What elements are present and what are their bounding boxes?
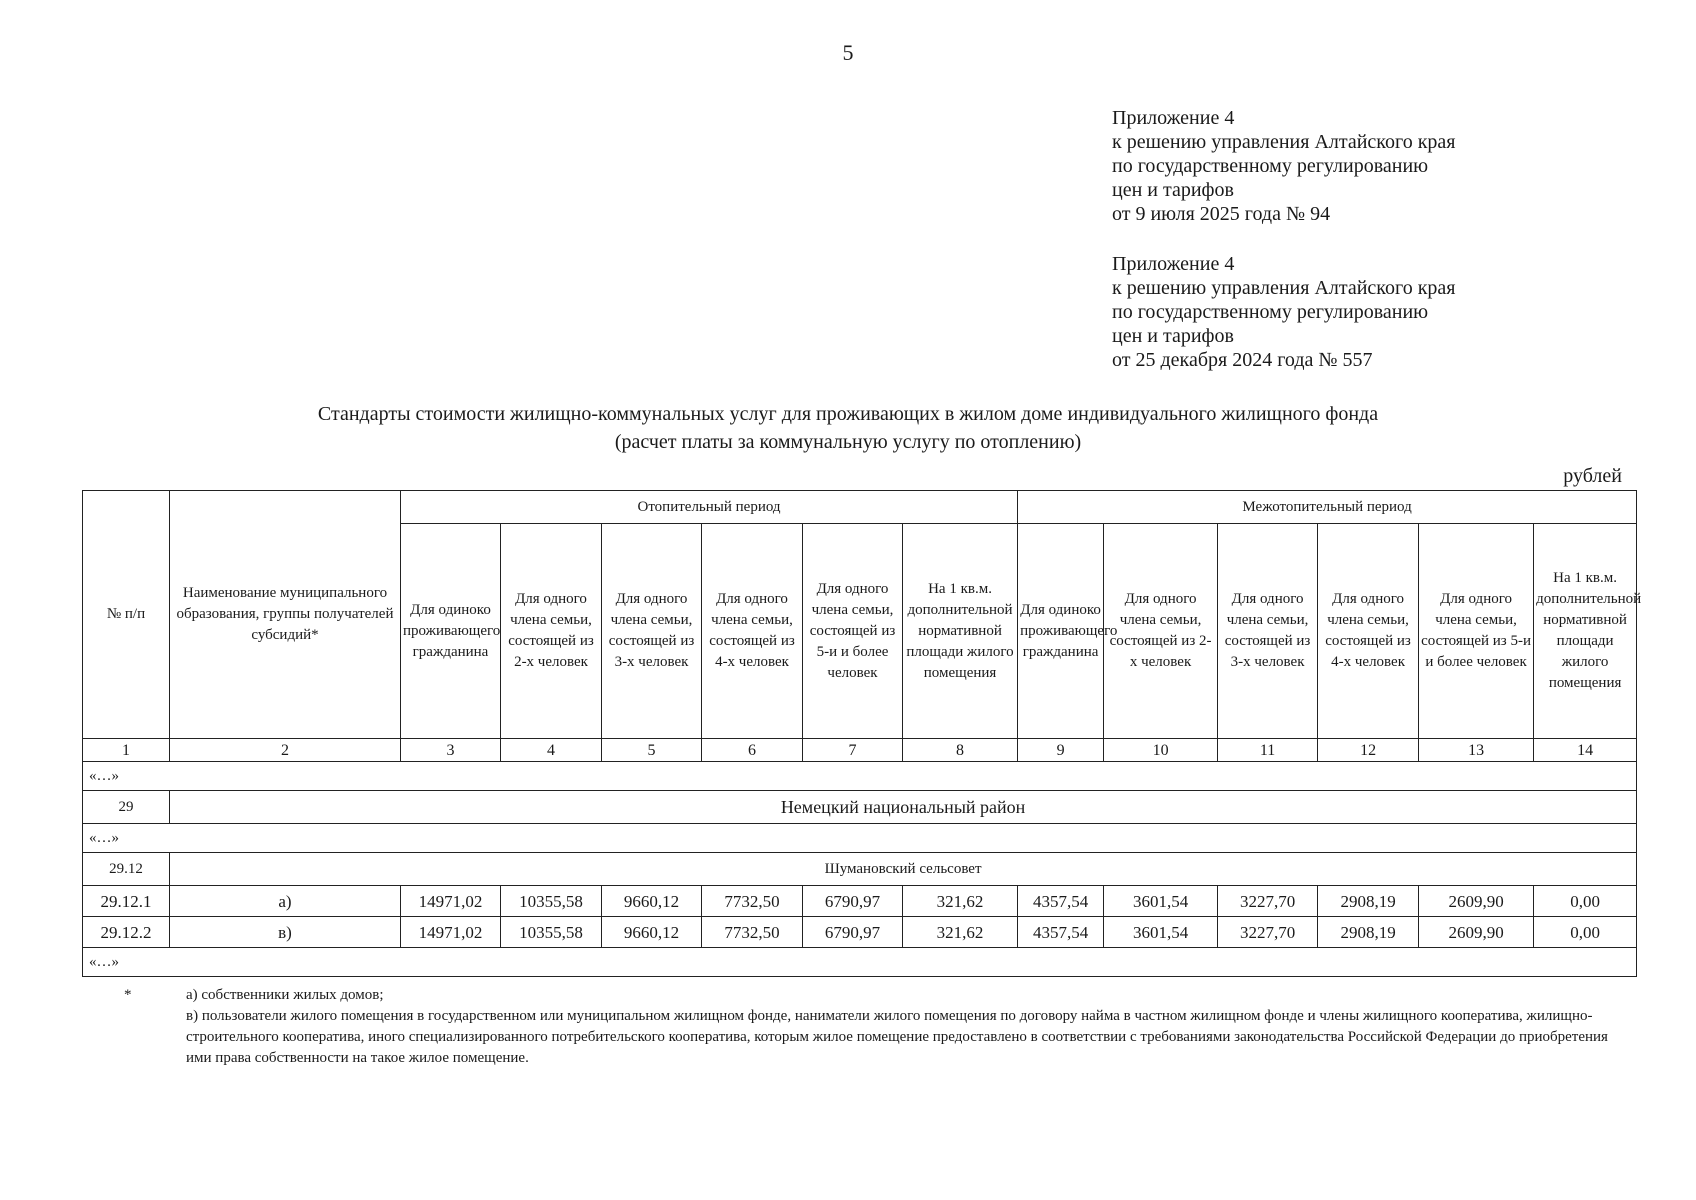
document-title — [0, 400, 1696, 456]
title-line-1: Стандарты стоимости жилищно-коммунальных услуг для проживающих в жилом доме индивидуального жилищного фонда — [317, 403, 1379, 425]
header-heating-period: Отопительный период — [401, 491, 1018, 524]
value-cell: 9660,12 — [602, 886, 702, 917]
header-interheating-col: Для одного члена семьи, состоящей из 2-х человек — [1104, 524, 1218, 739]
column-number: 3 — [401, 739, 501, 762]
district-row — [83, 791, 1637, 824]
header-interheating-col: Для одного члена семьи, состоящей из 4-х человек — [1318, 524, 1419, 739]
row-group: а) — [170, 886, 401, 917]
settlement-name: Шумановский сельсовет — [170, 853, 1637, 886]
column-number: 14 — [1534, 739, 1637, 762]
header-interheating-col: Для одиноко проживающего гражданина — [1018, 524, 1104, 739]
column-number-row — [83, 739, 1637, 762]
value-cell: 7732,50 — [702, 917, 803, 948]
header-heating-col: Для одного члена семьи, состоящей из 4-х человек — [702, 524, 803, 739]
header-heating-col: Для одного члена семьи, состоящей из 5-и и более человек — [803, 524, 903, 739]
row-group: в) — [170, 917, 401, 948]
header-heating-col: Для одного члена семьи, состоящей из 2-х человек — [501, 524, 602, 739]
header-heating-col: На 1 кв.м. дополнительной нормативной площади жилого помещения — [903, 524, 1018, 739]
value-cell: 7732,50 — [702, 886, 803, 917]
district-number: 29 — [83, 791, 170, 824]
column-number: 9 — [1018, 739, 1104, 762]
header-heating-col: Для одного члена семьи, состоящей из 3-х человек — [602, 524, 702, 739]
tariff-table — [82, 490, 1642, 977]
header-interheating-col: Для одного члена семьи, состоящей из 5-и и более человек — [1419, 524, 1534, 739]
table-row — [83, 917, 1637, 948]
ellipsis-cell: «…» — [83, 948, 1637, 977]
value-cell: 10355,58 — [501, 917, 602, 948]
value-cell: 3601,54 — [1104, 886, 1218, 917]
column-number: 2 — [170, 739, 401, 762]
appendix-line: по государственному регулированию — [1112, 301, 1429, 323]
table-row — [83, 886, 1637, 917]
title-line-2: (расчет платы за коммунальную услугу по отоплению) — [614, 431, 1082, 453]
settlement-row — [83, 853, 1637, 886]
appendix-line: по государственному регулированию — [1112, 155, 1429, 177]
page-number: 5 — [842, 40, 854, 65]
value-cell: 2609,90 — [1419, 917, 1534, 948]
appendix-current — [1112, 106, 1456, 226]
column-number: 8 — [903, 739, 1018, 762]
ellipsis-row — [83, 762, 1637, 791]
value-cell: 6790,97 — [803, 917, 903, 948]
value-cell: 2609,90 — [1419, 886, 1534, 917]
column-number: 13 — [1419, 739, 1534, 762]
column-number: 10 — [1104, 739, 1218, 762]
value-cell: 6790,97 — [803, 886, 903, 917]
footnotes — [120, 985, 1636, 1069]
header-no: № п/п — [83, 491, 170, 739]
appendix-line: от 9 июля 2025 года № 94 — [1112, 203, 1331, 225]
column-number: 7 — [803, 739, 903, 762]
value-cell: 2908,19 — [1318, 886, 1419, 917]
header-interheating-period: Межотопительный период — [1018, 491, 1637, 524]
appendix-previous — [1112, 252, 1456, 372]
value-cell: 2908,19 — [1318, 917, 1419, 948]
ellipsis-row — [83, 948, 1637, 977]
column-number: 12 — [1318, 739, 1419, 762]
appendix-line: Приложение 4 — [1112, 253, 1235, 275]
appendix-line: к решению управления Алтайского края — [1112, 277, 1456, 299]
column-number: 1 — [83, 739, 170, 762]
settlement-number: 29.12 — [83, 853, 170, 886]
appendix-line: к решению управления Алтайского края — [1112, 131, 1456, 153]
value-cell: 3227,70 — [1218, 886, 1318, 917]
value-cell: 3601,54 — [1104, 917, 1218, 948]
column-number: 6 — [702, 739, 803, 762]
footnote-star: * — [124, 987, 132, 1003]
value-cell: 321,62 — [903, 917, 1018, 948]
units-label: рублей — [1563, 465, 1622, 487]
row-number: 29.12.2 — [83, 917, 170, 948]
column-number: 5 — [602, 739, 702, 762]
appendix-line: Приложение 4 — [1112, 107, 1235, 129]
column-number: 11 — [1218, 739, 1318, 762]
district-name: Немецкий национальный район — [170, 791, 1637, 824]
value-cell: 0,00 — [1534, 886, 1637, 917]
appendix-line: цен и тарифов — [1112, 179, 1234, 201]
value-cell: 3227,70 — [1218, 917, 1318, 948]
value-cell: 4357,54 — [1018, 886, 1104, 917]
value-cell: 14971,02 — [401, 917, 501, 948]
header-interheating-col: На 1 кв.м. дополнительной нормативной площади жилого помещения — [1534, 524, 1637, 739]
ellipsis-cell: «…» — [83, 762, 1637, 791]
header-heating-col: Для одиноко проживающего гражданина — [401, 524, 501, 739]
value-cell: 321,62 — [903, 886, 1018, 917]
row-number: 29.12.1 — [83, 886, 170, 917]
appendix-line: от 25 декабря 2024 года № 557 — [1112, 349, 1373, 371]
footnote-v: в) пользователи жилого помещения в государственном или муниципальном жилищном фонде, наниматели жилого помещения по договору найма в частном жилищном фонде и члены жилищного кооператива, жилищно-строительного кооператива, иного специализированного потребительского кооператива, которым жилое помещение предоставлено в соответствии с требованиями законодательства Российской Федерации до приобретения ими права собственности на такое жилое помещение. — [186, 1008, 1608, 1066]
header-name: Наименование муниципального образования, группы получателей субсидий* — [170, 491, 401, 739]
value-cell: 9660,12 — [602, 917, 702, 948]
ellipsis-row — [83, 824, 1637, 853]
ellipsis-cell: «…» — [83, 824, 1637, 853]
value-cell: 14971,02 — [401, 886, 501, 917]
value-cell: 0,00 — [1534, 917, 1637, 948]
footnote-a: а) собственники жилых домов; — [186, 987, 384, 1003]
header-interheating-col: Для одного члена семьи, состоящей из 3-х человек — [1218, 524, 1318, 739]
column-number: 4 — [501, 739, 602, 762]
appendix-line: цен и тарифов — [1112, 325, 1234, 347]
value-cell: 10355,58 — [501, 886, 602, 917]
value-cell: 4357,54 — [1018, 917, 1104, 948]
